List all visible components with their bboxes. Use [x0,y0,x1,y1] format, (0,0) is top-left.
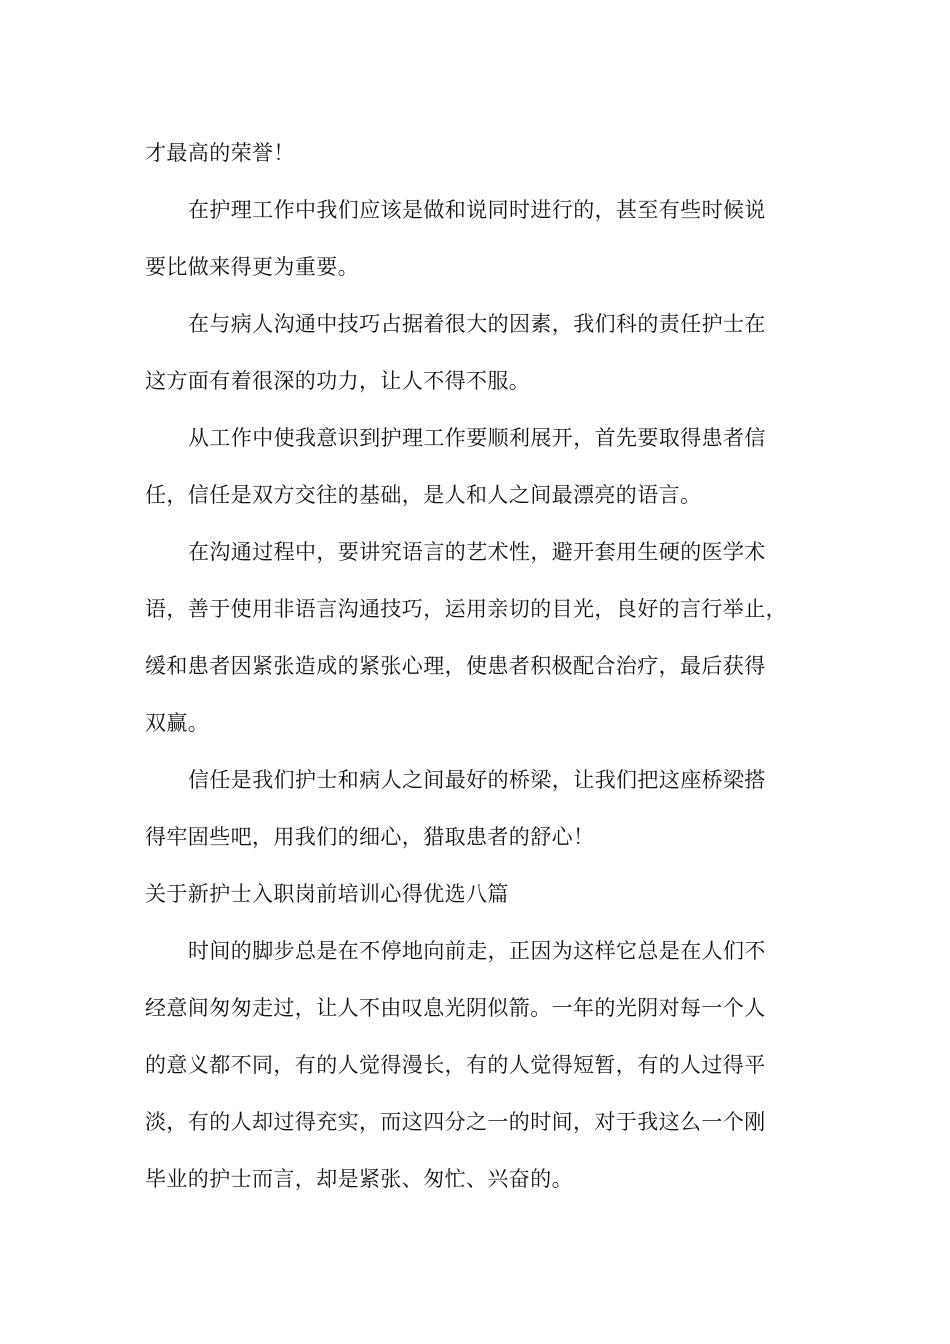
text-line: 这方面有着很深的功力，让人不得不服。 [145,369,531,393]
paragraph-first-line: 在沟通过程中，要讲究语言的艺术性，避开套用生硬的医学术 [188,540,766,564]
text-line: 缓和患者因紧张造成的紧张心理，使患者积极配合治疗，最后获得 [145,654,766,678]
paragraph-first-line: 在与病人沟通中技巧占据着很大的因素，我们科的责任护士在 [188,312,766,336]
text-line: 经意间匆匆走过，让人不由叹息光阴似箭。一年的光阴对每一个人 [145,996,766,1020]
text-line: 任，信任是双方交往的基础，是人和人之间最漂亮的语言。 [145,483,702,507]
text-line: 得牢固些吧，用我们的细心，猎取患者的舒心！ [145,825,595,849]
paragraph-first-line: 时间的脚步总是在不停地向前走，正因为这样它总是在人们不 [188,939,766,963]
text-line: 毕业的护士而言，却是紧张、匆忙、兴奋的。 [145,1167,573,1191]
text-line: 语，善于使用非语言沟通技巧，运用亲切的目光，良好的言行举止， [145,597,787,621]
paragraph-first-line: 信任是我们护士和病人之间最好的桥梁，让我们把这座桥梁搭 [188,768,766,792]
text-line: 要比做来得更为重要。 [145,255,359,279]
paragraph-first-line: 从工作中使我意识到护理工作要顺利展开，首先要取得患者信 [188,426,766,450]
section-heading: 关于新护士入职岗前培训心得优选八篇 [145,882,509,906]
text-line: 淡，有的人却过得充实，而这四分之一的时间，对于我这么一个刚 [145,1110,766,1134]
text-line: 双赢。 [145,711,210,735]
text-line: 的意义都不同，有的人觉得漫长，有的人觉得短暂，有的人过得平 [145,1053,766,1077]
text-line: 才最高的荣誉！ [145,141,295,165]
paragraph-first-line: 在护理工作中我们应该是做和说同时进行的，甚至有些时候说 [188,198,766,222]
